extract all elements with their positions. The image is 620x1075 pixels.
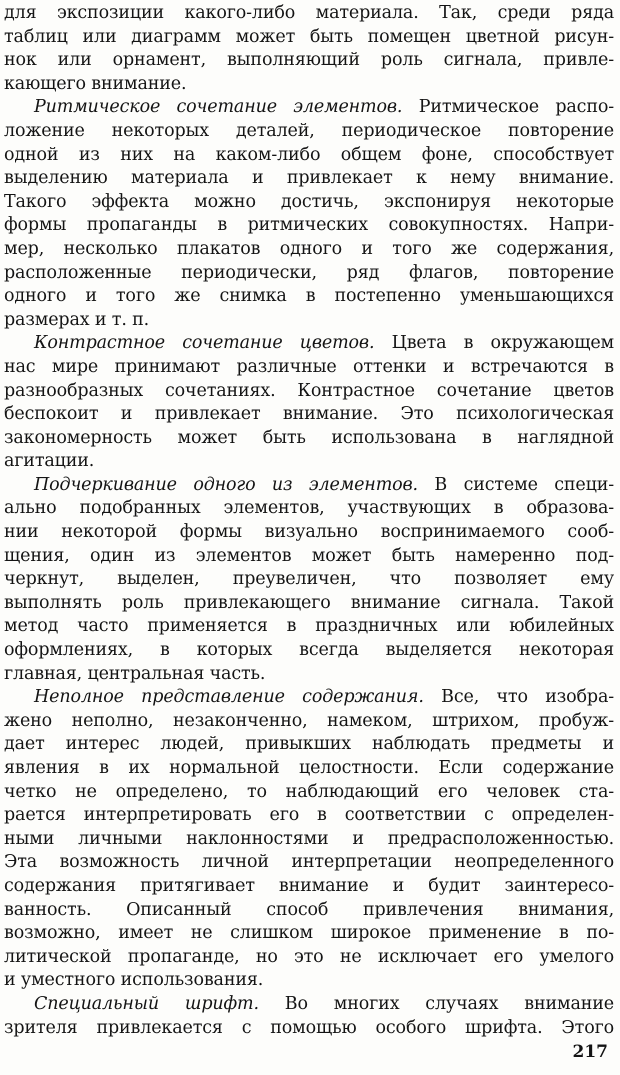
paragraph-first-line bbox=[4, 993, 614, 1017]
section-heading: Ритмическое сочетание элементов. bbox=[34, 97, 403, 118]
text-line bbox=[4, 120, 614, 144]
text-line bbox=[4, 875, 614, 899]
text-line bbox=[4, 2, 614, 26]
line-text: агитации. bbox=[4, 451, 95, 472]
paragraph-first-line bbox=[4, 332, 614, 356]
text-line bbox=[4, 309, 614, 333]
line-text: расположенные периодически, ряд флагов, повторение bbox=[4, 262, 614, 283]
text-line bbox=[4, 545, 614, 569]
line-text: и уместного использования. bbox=[4, 970, 264, 991]
section-heading: Контрастное сочетание цветов. bbox=[34, 333, 375, 354]
line-text: мер, несколько плакатов одного и того же содержания, bbox=[4, 238, 614, 259]
line-text: ными личными наклонностями и предрасположенностью. bbox=[4, 828, 614, 849]
line-text: литической пропаганде, но это не исключает его умелого bbox=[4, 946, 614, 967]
line-text: для экспозиции какого-либо материала. Так, среди ряда bbox=[4, 3, 614, 23]
text-line bbox=[4, 1017, 614, 1041]
text-line bbox=[4, 427, 614, 451]
line-text: размерах и т. п. bbox=[4, 309, 150, 330]
paragraph-first-line bbox=[4, 474, 614, 498]
line-text: выполнять роль привлекающего внимание сигнала. Такой bbox=[4, 592, 614, 613]
line-text: главная, центральная часть. bbox=[4, 663, 266, 684]
text-line bbox=[4, 969, 614, 993]
paragraph-first-line bbox=[4, 96, 614, 120]
section-heading: Подчеркивание одного из элементов. bbox=[34, 474, 418, 495]
text-line bbox=[4, 828, 614, 852]
line-text: кающего внимание. bbox=[4, 73, 187, 94]
text-line bbox=[4, 403, 614, 427]
section-heading: Неполное представление содержания. bbox=[34, 687, 424, 708]
text-line bbox=[4, 663, 614, 687]
text-line bbox=[4, 946, 614, 970]
line-text: Эта возможность личной интерпретации неопределенного bbox=[4, 852, 614, 873]
line-text: нок или орнамент, выполняющий роль сигнала, привле- bbox=[4, 50, 614, 71]
text-line bbox=[4, 262, 614, 286]
line-text: одного и того же снимка в постепенно уменьшающихся bbox=[4, 286, 614, 307]
text-line bbox=[4, 73, 614, 97]
text-line bbox=[4, 804, 614, 828]
text-line bbox=[4, 568, 614, 592]
text-line bbox=[4, 615, 614, 639]
line-text: возможно, имеет не слишком широкое применение в по- bbox=[4, 923, 614, 944]
line-text: беспокоит и привлекает внимание. Это психологическая bbox=[4, 404, 614, 425]
page-number: 217 bbox=[572, 1042, 608, 1062]
text-line bbox=[4, 167, 614, 191]
text-line bbox=[4, 521, 614, 545]
body-text bbox=[4, 2, 614, 1040]
line-text: Все, что изобра- bbox=[423, 687, 614, 708]
text-line bbox=[4, 356, 614, 380]
text-line bbox=[4, 639, 614, 663]
line-text: оформлениях, в которых всегда выделяется некоторая bbox=[4, 640, 614, 661]
line-text: Цвета в окружающем bbox=[374, 333, 614, 354]
line-text: щения, один из элементов может быть намеренно под- bbox=[4, 545, 614, 566]
text-line bbox=[4, 450, 614, 474]
line-text: жено неполно, незаконченно, намеком, штрихом, пробуж- bbox=[4, 710, 614, 731]
text-line bbox=[4, 380, 614, 404]
text-line bbox=[4, 214, 614, 238]
line-text: черкнут, выделен, преувеличен, что позволяет ему bbox=[4, 569, 614, 590]
line-text: нии некоторой формы визуально воспринимаемого сооб- bbox=[4, 522, 614, 543]
line-text: ванность. Описанный способ привлечения внимания, bbox=[4, 899, 614, 920]
text-line bbox=[4, 285, 614, 309]
paragraph-first-line bbox=[4, 686, 614, 710]
text-line bbox=[4, 191, 614, 215]
text-line bbox=[4, 781, 614, 805]
line-text: четко не определено, то наблюдающий его человек ста- bbox=[4, 781, 614, 802]
line-text: таблиц или диаграмм может быть помещен цветной рисун- bbox=[4, 26, 614, 47]
line-text: явления в их нормальной целостности. Если содержание bbox=[4, 758, 614, 778]
text-line bbox=[4, 592, 614, 616]
line-text: одной из них на каком-либо общем фоне, способствует bbox=[4, 144, 614, 165]
text-line bbox=[4, 899, 614, 923]
line-text: метод часто применяется в праздничных или юбилейных bbox=[4, 616, 614, 637]
line-text: содержания притягивает внимание и будит заинтересо- bbox=[4, 875, 614, 896]
line-text: дает интерес людей, привыкших наблюдать предметы и bbox=[4, 734, 614, 755]
section-heading: Специальный шрифт. bbox=[34, 993, 259, 1014]
text-line bbox=[4, 733, 614, 757]
text-line bbox=[4, 922, 614, 946]
line-text: ально подобранных элементов, участвующих в образова- bbox=[4, 498, 614, 519]
text-line bbox=[4, 238, 614, 262]
text-line bbox=[4, 851, 614, 875]
text-line bbox=[4, 757, 614, 781]
line-text: разнообразных сочетаниях. Контрастное сочетание цветов bbox=[4, 380, 614, 401]
line-text: формы пропаганды в ритмических совокупностях. Напри- bbox=[4, 215, 614, 236]
text-line bbox=[4, 144, 614, 168]
line-text: нас мире принимают различные оттенки и встречаются в bbox=[4, 356, 614, 377]
line-text: рается интерпретировать его в соответствии с определен- bbox=[4, 805, 614, 826]
line-text: Ритмическое распо- bbox=[402, 97, 614, 118]
line-text: Во многих случаях внимание bbox=[258, 993, 614, 1014]
line-text: закономерность может быть использована в наглядной bbox=[4, 427, 614, 448]
line-text: ложение некоторых деталей, периодическое повторение bbox=[4, 120, 614, 141]
text-line bbox=[4, 710, 614, 734]
text-line bbox=[4, 26, 614, 50]
line-text: Такого эффекта можно достичь, экспонируя некоторые bbox=[4, 191, 614, 212]
line-text: зрителя привлекается с помощью особого шрифта. Этого bbox=[4, 1017, 614, 1038]
text-line bbox=[4, 49, 614, 73]
line-text: выделению материала и привлекает к нему внимание. bbox=[4, 168, 614, 189]
line-text: В системе специ- bbox=[417, 474, 614, 495]
text-line bbox=[4, 497, 614, 521]
